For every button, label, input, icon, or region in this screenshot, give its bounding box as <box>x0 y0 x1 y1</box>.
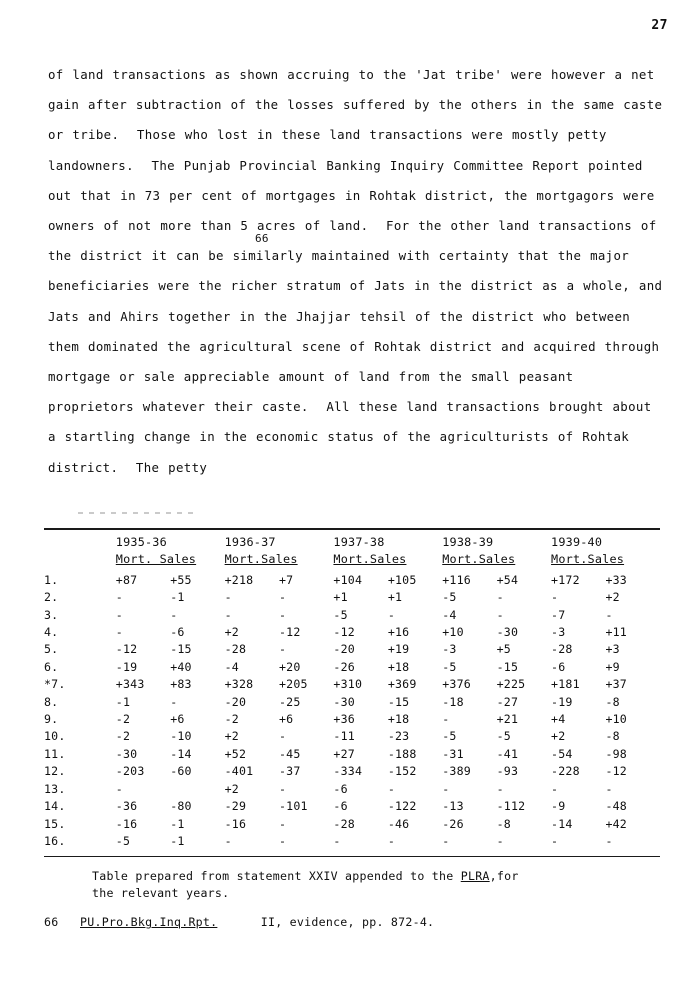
row-label-header <box>44 534 116 551</box>
table-bottom-rule <box>44 856 660 857</box>
table-cell: -45 <box>279 746 301 761</box>
table-cell: -8 <box>496 816 511 831</box>
table-cell: -14 <box>551 816 573 831</box>
table-row <box>44 641 660 658</box>
table-row-label: *7. <box>44 677 66 692</box>
table-cell: - <box>224 607 232 622</box>
table-cell: +54 <box>496 572 519 587</box>
table-row <box>44 781 660 798</box>
table-cell: +7 <box>279 572 294 587</box>
table-cell: -16 <box>224 816 247 831</box>
table-cell: +2 <box>551 729 566 744</box>
scan-artifact-line <box>78 512 198 514</box>
table-cell: - <box>279 816 287 831</box>
table-cell: -122 <box>387 799 417 814</box>
table-cell: - <box>605 781 613 796</box>
table-cell: -28 <box>333 816 355 831</box>
table-cell: +205 <box>279 677 308 692</box>
table-cell: - <box>279 590 287 605</box>
table-cell: -12 <box>279 625 301 640</box>
table-cell: +18 <box>387 659 410 674</box>
table-cell: -5 <box>115 833 131 848</box>
table-cell: -5 <box>442 590 457 605</box>
table-cell: -12 <box>605 764 627 779</box>
table-cell: -2 <box>115 712 131 727</box>
table-cell: -26 <box>442 816 464 831</box>
table-cell: -101 <box>279 799 308 814</box>
table-cell: +40 <box>170 659 192 674</box>
table-cell: +328 <box>224 677 254 692</box>
footnote-number: 66 <box>44 915 59 929</box>
table-cell: -6 <box>551 659 566 674</box>
table-cell: - <box>496 833 504 848</box>
source-note-line-1 <box>44 868 664 885</box>
table-cell: +36 <box>333 712 355 727</box>
table-row-label: 2. <box>44 590 59 605</box>
table-cell: -7 <box>551 607 566 622</box>
table-cell: - <box>279 642 287 657</box>
table-cell: -25 <box>279 694 301 709</box>
table-cell: - <box>279 781 287 796</box>
table-cell: -10 <box>170 729 192 744</box>
table-cell: -3 <box>442 642 457 657</box>
table-row <box>44 798 660 815</box>
table-cell: +27 <box>333 746 355 761</box>
table-cell: -2 <box>115 729 131 744</box>
table-row-label: 8. <box>44 694 59 709</box>
table-cell: -27 <box>496 694 519 709</box>
table-cell: -6 <box>170 625 185 640</box>
table-cell: +1 <box>387 590 403 605</box>
table-cell: -203 <box>115 764 145 779</box>
table-cell: - <box>387 607 395 622</box>
table-cell: +16 <box>387 625 410 640</box>
table-row-label: 15. <box>44 816 66 831</box>
table-cell: -401 <box>224 764 254 779</box>
sub-header-3: Mort.Sales <box>333 552 407 567</box>
table-cell: - <box>115 625 123 640</box>
table-cell: -41 <box>496 746 519 761</box>
table-top-rule <box>44 528 660 530</box>
footnote-66 <box>44 914 664 931</box>
table-cell: - <box>170 694 178 709</box>
year-header-2: 1936-37 <box>224 535 276 549</box>
table-cell: +218 <box>224 572 254 587</box>
table-cell: +104 <box>333 572 363 587</box>
table-row <box>44 572 660 589</box>
table-cell: -28 <box>224 642 247 657</box>
table-cell: +87 <box>115 572 138 587</box>
table-cell: +5 <box>496 642 511 657</box>
table-cell: +2 <box>224 729 239 744</box>
table-cell: +9 <box>605 659 620 674</box>
table-cell: -1 <box>170 816 185 831</box>
table-cell: -152 <box>387 764 417 779</box>
table-cell: +343 <box>115 677 145 692</box>
table-cell: +55 <box>170 572 192 587</box>
table-row-label: 6. <box>44 659 59 674</box>
source-note-pre: Table prepared from statement XXIV appended to the <box>92 869 461 883</box>
table-row <box>44 659 660 676</box>
table-cell: - <box>115 781 123 796</box>
table-row-label: 5. <box>44 642 59 657</box>
table-cell: -389 <box>442 764 471 779</box>
table-cell: -3 <box>551 625 566 640</box>
table-cell: -112 <box>496 799 526 814</box>
table-cell: -30 <box>496 625 519 640</box>
table-cell: +83 <box>170 677 192 692</box>
table-row <box>44 728 660 745</box>
table-cell: -5 <box>496 729 511 744</box>
data-table-section <box>44 528 660 857</box>
table-cell: -8 <box>605 729 620 744</box>
table-cell: +10 <box>605 712 627 727</box>
table-cell: -4 <box>442 607 457 622</box>
table-cell: +6 <box>170 712 185 727</box>
table-row <box>44 676 660 693</box>
table-cell: -1 <box>115 694 131 709</box>
body-text-block <box>48 60 673 483</box>
table-cell: -80 <box>170 799 192 814</box>
table-row-label: 14. <box>44 799 66 814</box>
table-cell: -26 <box>333 659 355 674</box>
table-cell: -6 <box>333 781 348 796</box>
table-cell: - <box>551 833 559 848</box>
table-cell: -1 <box>170 833 185 848</box>
sub-header-5: Mort.Sales <box>551 552 625 567</box>
table-cell: +181 <box>551 677 580 692</box>
table-cell: +6 <box>279 712 294 727</box>
table-cell: -20 <box>224 694 247 709</box>
table-cell: +19 <box>387 642 410 657</box>
table-cell: +37 <box>605 677 627 692</box>
table-row-label: 16. <box>44 833 66 848</box>
table-row <box>44 833 660 850</box>
table-cell: -30 <box>333 694 355 709</box>
table-cell: -228 <box>551 764 580 779</box>
table-row-label: 9. <box>44 712 59 727</box>
table-cell: +11 <box>605 625 627 640</box>
table-cell: - <box>605 833 613 848</box>
table-cell: -11 <box>333 729 355 744</box>
footnote-source-abbrev: PU.Pro.Bkg.Inq.Rpt. <box>80 915 218 929</box>
table-cell: -60 <box>170 764 192 779</box>
table-cell: +376 <box>442 677 471 692</box>
year-header-3: 1937-38 <box>333 535 385 549</box>
table-cell: -1 <box>170 590 185 605</box>
table-cell: -15 <box>387 694 410 709</box>
table-cell: -8 <box>605 694 620 709</box>
year-header-1: 1935-36 <box>115 535 167 549</box>
table-cell: +10 <box>442 625 464 640</box>
table-row <box>44 816 660 833</box>
table-cell: -23 <box>387 729 410 744</box>
table-cell: +4 <box>551 712 566 727</box>
table-row-label: 13. <box>44 781 66 796</box>
table-cell: - <box>170 607 178 622</box>
table-cell: -18 <box>442 694 464 709</box>
table-cell: +2 <box>224 625 239 640</box>
table-cell: - <box>551 590 559 605</box>
table-cell: - <box>442 781 450 796</box>
table-head <box>44 534 660 572</box>
table-cell: - <box>496 607 504 622</box>
table-cell: -5 <box>333 607 348 622</box>
table-cell: +105 <box>387 572 417 587</box>
table-notes <box>44 868 664 931</box>
table-cell: +172 <box>551 572 580 587</box>
table-cell: -29 <box>224 799 247 814</box>
table-cell: +42 <box>605 816 627 831</box>
source-note-abbrev: PLRA <box>460 869 490 883</box>
table-row-label: 3. <box>44 607 59 622</box>
source-note-post: ,for <box>489 869 519 883</box>
table-cell: +225 <box>496 677 526 692</box>
table-cell: -19 <box>551 694 573 709</box>
table-cell: - <box>387 781 395 796</box>
table-cell: -15 <box>170 642 192 657</box>
footnote-source-rest <box>217 915 434 929</box>
table-row-label: 12. <box>44 764 66 779</box>
row-label-subheader <box>44 551 116 571</box>
table-row <box>44 607 660 624</box>
table-cell: - <box>442 712 450 727</box>
land-transactions-table <box>44 534 660 850</box>
table-cell: -4 <box>224 659 239 674</box>
table-cell: -188 <box>387 746 417 761</box>
table-cell: -30 <box>115 746 138 761</box>
table-cell: - <box>333 833 341 848</box>
year-header-4: 1938-39 <box>442 535 494 549</box>
page-number: 27 <box>651 18 668 33</box>
table-cell: -13 <box>442 799 464 814</box>
table-cell: -20 <box>333 642 355 657</box>
table-cell: - <box>387 833 395 848</box>
table-cell: - <box>115 590 123 605</box>
table-cell: - <box>496 781 504 796</box>
table-cell: +310 <box>333 677 363 692</box>
table-row-label: 10. <box>44 729 66 744</box>
table-cell: -12 <box>115 642 138 657</box>
table-cell: -334 <box>333 764 363 779</box>
table-row <box>44 746 660 763</box>
table-cell: -48 <box>605 799 627 814</box>
table-cell: -31 <box>442 746 464 761</box>
table-cell: - <box>279 729 287 744</box>
table-cell: +20 <box>279 659 301 674</box>
table-cell: -19 <box>115 659 138 674</box>
table-cell: -5 <box>442 659 457 674</box>
table-cell: +18 <box>387 712 410 727</box>
footnote-source-detail: II, evidence, pp. 872-4. <box>260 915 435 929</box>
table-cell: +52 <box>224 746 247 761</box>
table-cell: -6 <box>333 799 348 814</box>
table-cell: - <box>442 833 450 848</box>
sub-header-2: Mort.Sales <box>224 552 298 567</box>
table-cell: +3 <box>605 642 620 657</box>
table-cell: -93 <box>496 764 519 779</box>
table-cell: +2 <box>224 781 239 796</box>
table-cell: -98 <box>605 746 627 761</box>
table-cell: +369 <box>387 677 417 692</box>
table-cell <box>170 781 224 798</box>
table-cell: -37 <box>279 764 301 779</box>
table-row <box>44 694 660 711</box>
table-header-subs <box>44 551 660 571</box>
table-cell: - <box>224 833 232 848</box>
table-cell: -9 <box>551 799 566 814</box>
table-cell: -15 <box>496 659 519 674</box>
table-cell: -12 <box>333 625 355 640</box>
table-cell: -14 <box>170 746 192 761</box>
source-note-line-2: the relevant years. <box>92 886 230 900</box>
sub-header-4: Mort.Sales <box>442 552 516 567</box>
table-cell: -16 <box>115 816 138 831</box>
table-cell: +21 <box>496 712 519 727</box>
table-cell: -28 <box>551 642 573 657</box>
table-cell: - <box>551 781 559 796</box>
year-header-5: 1939-40 <box>551 535 603 549</box>
table-cell: - <box>279 833 287 848</box>
table-row-label: 11. <box>44 746 66 761</box>
table-cell: - <box>224 590 232 605</box>
table-row <box>44 711 660 728</box>
table-body <box>44 572 660 851</box>
table-row <box>44 763 660 780</box>
table-cell: -54 <box>551 746 573 761</box>
table-cell: - <box>279 607 287 622</box>
table-row <box>44 589 660 606</box>
table-cell: -46 <box>387 816 410 831</box>
table-cell: -5 <box>442 729 457 744</box>
footnote-marker-66: 66 <box>255 232 269 245</box>
table-cell: - <box>115 607 123 622</box>
sub-header-1: Mort. Sales <box>115 552 197 567</box>
table-cell: - <box>496 590 504 605</box>
table-header-years <box>44 534 660 551</box>
table-cell: +1 <box>333 590 348 605</box>
table-cell: +116 <box>442 572 471 587</box>
table-row-label: 1. <box>44 572 59 587</box>
table-cell: -36 <box>115 799 138 814</box>
table-row-label: 4. <box>44 625 59 640</box>
body-paragraph: of land transactions as shown accruing to the 'Jat tribe' were however a net gain after subtraction of the losses suffered by the others in the same caste or tribe. Those who lost in these land transactions were mostly petty landowners. The Punjab Provincial Banking Inquiry Committee Report pointed out that in 73 per cent of mortgages in Rohtak district, the mortgagors were owners of not more than 5 acres of land. For the other land transactions of the district it can be similarly maintained with certainty that the major beneficiaries were the richer stratum of Jats in the district as a whole, and Jats and Ahirs together in the Jhajjar tehsil of the district who between them dominated the agricultural scene of Rohtak district and acquired through mortgage or sale appreciable amount of land from the small peasant proprietors whatever their caste. All these land transactions brought about a startling change in the economic status of the agriculturists of Rohtak district. The petty <box>48 67 673 475</box>
table-row <box>44 624 660 641</box>
table-cell: - <box>605 607 613 622</box>
table-cell: +2 <box>605 590 620 605</box>
table-cell: +33 <box>605 572 627 587</box>
table-cell: -2 <box>224 712 239 727</box>
